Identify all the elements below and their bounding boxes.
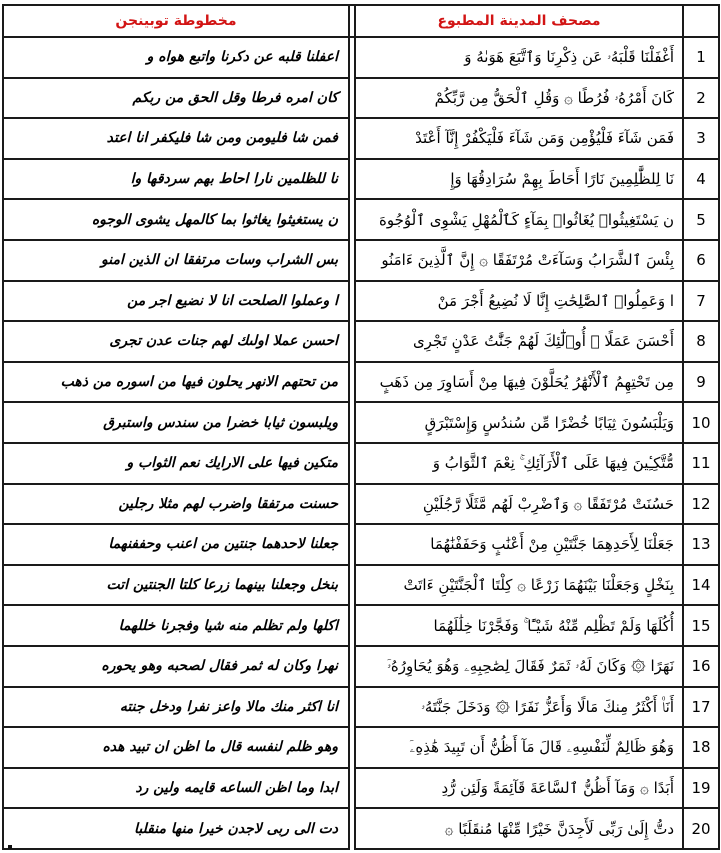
comparison-table (2, 4, 720, 850)
manuscript-line: ويلبسون ثيابا خضرا من سندس واستبرق (3, 402, 349, 443)
mushaf-line: ا وَعَمِلُوا۟ ٱلصَّٰلِحَٰتِ إِنَّا لَا نُضِيعُ أَجْرَ مَنْ (355, 281, 683, 322)
table-row (3, 78, 719, 119)
line-number: 19 (683, 768, 719, 809)
mushaf-line: أُكُلَهَا وَلَمْ تَظْلِم مِّنْهُ شَيْـًٔا ۚ وَفَجَّرْنَا خِلَٰلَهُمَا (355, 605, 683, 646)
manuscript-line: اكلها ولم تظلم منه شيا وفجرنا خللهما (3, 605, 349, 646)
line-number: 15 (683, 605, 719, 646)
manuscript-line: ابدا وما اظن الساعه قايمه ولين رد (3, 768, 349, 809)
mushaf-line: مِن تَحْتِهِمُ ٱلْأَنْهَٰرُ يُحَلَّوْنَ فِيهَا مِنْ أَسَاوِرَ مِن ذَهَبٍ (355, 362, 683, 403)
manuscript-line: ن يستغيثوا يغاثوا بما كالمهل يشوى الوجوه (3, 199, 349, 240)
mushaf-line: جَعَلْنَا لِأَحَدِهِمَا جَنَّتَيْنِ مِنْ أَعْنَٰبٍ وَحَفَفْنَٰهُمَا (355, 524, 683, 565)
manuscript-line: دت الى ربى لاجدن خيرا منها منقلبا (3, 808, 349, 849)
line-number: 17 (683, 687, 719, 728)
header-number-blank (683, 5, 719, 37)
manuscript-line: بنخل وجعلنا بينهما زرعا كلتا الجنتين اتت (3, 565, 349, 606)
table-row (3, 321, 719, 362)
line-number: 20 (683, 808, 719, 849)
manuscript-line: حسنت مرتفقا واضرب لهم مثلا رجلين (3, 484, 349, 525)
manuscript-line: ا وعملوا الصلحت انا لا نضيع اجر من (3, 281, 349, 322)
table-row (3, 118, 719, 159)
table-row (3, 605, 719, 646)
mushaf-line: أَنَا۠ أَكْثَرُ مِنكَ مَالًا وَأَعَزُّ نَفَرًا ۞ وَدَخَلَ جَنَّتَهُۥ (355, 687, 683, 728)
manuscript-line: كان امره فرطا وقل الحق من ربكم (3, 78, 349, 119)
line-number: 3 (683, 118, 719, 159)
line-number: 10 (683, 402, 719, 443)
table-row (3, 727, 719, 768)
line-number: 16 (683, 646, 719, 687)
mushaf-line: أَحْسَنَ عَمَلًا ۞ أُو۟لَٰٓئِكَ لَهُمْ جَنَّٰتُ عَدْنٍ تَجْرِى (355, 321, 683, 362)
line-number: 13 (683, 524, 719, 565)
line-number: 12 (683, 484, 719, 525)
table-row (3, 687, 719, 728)
table-row (3, 362, 719, 403)
mushaf-line: أَغْفَلْنَا قَلْبَهُۥ عَن ذِكْرِنَا وَٱتَّبَعَ هَوَىٰهُ وَ (355, 37, 683, 78)
table-row (3, 768, 719, 809)
table-row (3, 37, 719, 78)
manuscript-line: جعلنا لاحدهما جنتين من اعنب وحففنهما (3, 524, 349, 565)
table-row (3, 402, 719, 443)
manuscript-line: وهو ظلم لنفسه قال ما اظن ان تبيد هده (3, 727, 349, 768)
manuscript-line: انا اكثر منك مالا واعز نفرا ودخل جنته (3, 687, 349, 728)
mushaf-line: مُّتَّكِـِٔينَ فِيهَا عَلَى ٱلْأَرَآئِكِ ۚ نِعْمَ ٱلثَّوَابُ وَ (355, 443, 683, 484)
mushaf-line: ن يَسْتَغِيثُوا۟ يُغَاثُوا۟ بِمَآءٍ كَٱلْمُهْلِ يَشْوِى ٱلْوُجُوهَ (355, 199, 683, 240)
manuscript-line: متكين فيها على الارايك نعم الثواب و (3, 443, 349, 484)
mushaf-line: حَسُنَتْ مُرْتَفَقًا ۞ وَٱضْرِبْ لَهُم مَّثَلًا رَّجُلَيْنِ (355, 484, 683, 525)
manuscript-line: من تحتهم الانهر يحلون فيها من اسوره من ذهب (3, 362, 349, 403)
manuscript-line: اعفلنا قلبه عن دكرنا واتبع هواه و (3, 37, 349, 78)
manuscript-line: احسن عملا اولىك لهم جنات عدن تجرى (3, 321, 349, 362)
line-number: 8 (683, 321, 719, 362)
manuscript-line: بس الشراب وسات مرتفقا ان الذين امنو (3, 240, 349, 281)
table-row (3, 159, 719, 200)
table-row (3, 646, 719, 687)
manuscript-line: نهرا وكان له ثمر فقال لصحبه وهو يحوره (3, 646, 349, 687)
mushaf-line: فَمَن شَآءَ فَلْيُؤْمِن وَمَن شَآءَ فَلْيَكْفُرْ إِنَّآ أَعْتَدْ (355, 118, 683, 159)
manuscript-line: فمن شا فليومن ومن شا فليكفر انا اعتد (3, 118, 349, 159)
mushaf-line: نَهَرًا ۞ وَكَانَ لَهُۥ ثَمَرٌ فَقَالَ لِصَٰحِبِهِۦ وَهُوَ يُحَاوِرُهُۥٓ (355, 646, 683, 687)
manuscript-line: نا للظلمين نارا احاط بهم سردقها وا (3, 159, 349, 200)
mushaf-line: وَهُوَ ظَالِمٌ لِّنَفْسِهِۦ قَالَ مَآ أَظُنُّ أَن تَبِيدَ هَٰذِهِۦٓ (355, 727, 683, 768)
table-row (3, 443, 719, 484)
mushaf-line: بِنَخْلٍ وَجَعَلْنَا بَيْنَهُمَا زَرْعًا ۞ كِلْتَا ٱلْجَنَّتَيْنِ ءَاتَتْ (355, 565, 683, 606)
line-number: 5 (683, 199, 719, 240)
mushaf-line: كَانَ أَمْرُهُۥ فُرُطًا ۞ وَقُلِ ٱلْحَقُّ مِن رَّبِّكُمْ (355, 78, 683, 119)
mushaf-line: وَيَلْبَسُونَ ثِيَابًا خُضْرًا مِّن سُندُسٍ وَإِسْتَبْرَقٍ (355, 402, 683, 443)
line-number: 11 (683, 443, 719, 484)
mushaf-line: أَبَدًا ۞ وَمَآ أَظُنُّ ٱلسَّاعَةَ قَآئِمَةً وَلَئِن رُّدِ (355, 768, 683, 809)
line-number: 2 (683, 78, 719, 119)
table-row (3, 281, 719, 322)
line-number: 7 (683, 281, 719, 322)
table-row (3, 808, 719, 849)
table-row (3, 199, 719, 240)
mushaf-line: دتُّ إِلَىٰ رَبِّى لَأَجِدَنَّ خَيْرًا مِّنْهَا مُنقَلَبًا ۞ (355, 808, 683, 849)
corner-mark (8, 845, 12, 849)
header-mushaf: مصحف المدينة المطبوع (355, 5, 683, 37)
table-row (3, 524, 719, 565)
header-manuscript: مخطوطة توبينجن (3, 5, 349, 37)
header-row (3, 5, 719, 37)
line-number: 4 (683, 159, 719, 200)
line-number: 9 (683, 362, 719, 403)
mushaf-line: بِئْسَ ٱلشَّرَابُ وَسَآءَتْ مُرْتَفَقًا ۞ إِنَّ ٱلَّذِينَ ءَامَنُو (355, 240, 683, 281)
line-number: 6 (683, 240, 719, 281)
line-number: 18 (683, 727, 719, 768)
table-row (3, 484, 719, 525)
table-row (3, 240, 719, 281)
line-number: 1 (683, 37, 719, 78)
line-number: 14 (683, 565, 719, 606)
mushaf-line: نَا لِلظَّٰلِمِينَ نَارًا أَحَاطَ بِهِمْ سُرَادِقُهَا وَإِ (355, 159, 683, 200)
table-row (3, 565, 719, 606)
